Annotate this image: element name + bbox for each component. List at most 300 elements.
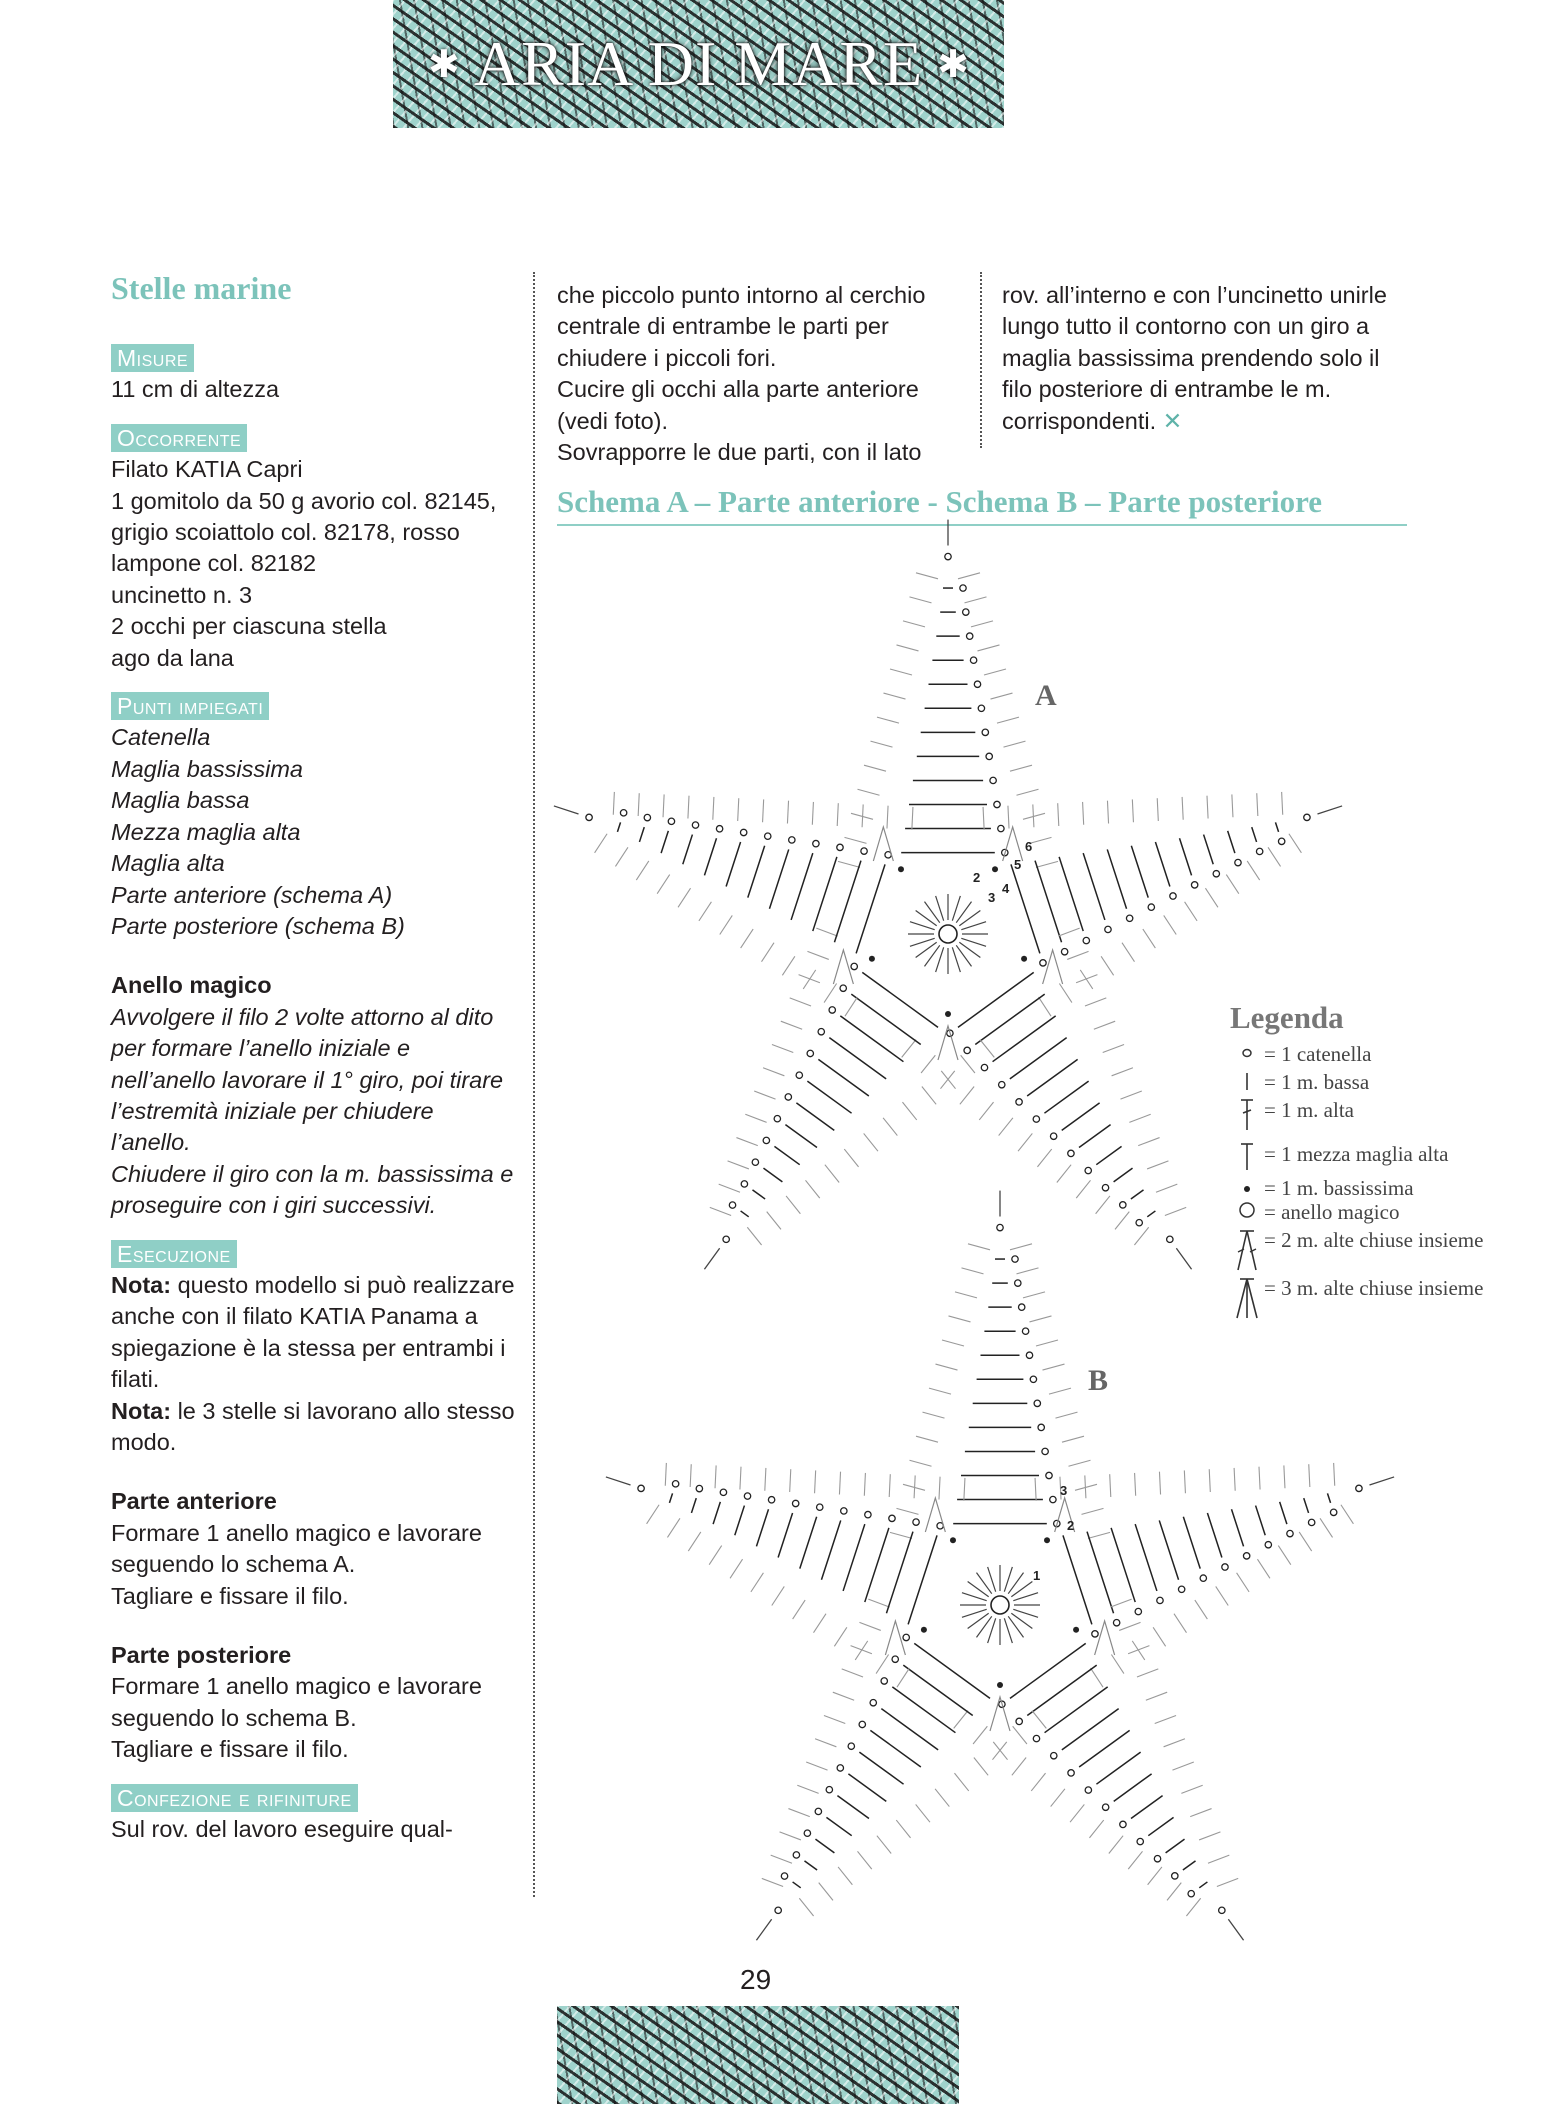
round-number: 1 <box>1033 1568 1041 1583</box>
legend-item <box>1230 1098 1510 1132</box>
chain-icon <box>1278 838 1284 844</box>
stitch-mark <box>952 947 960 972</box>
edge-stitch <box>745 1114 766 1122</box>
stitch-mark <box>1317 806 1342 814</box>
slip-stitch-icon <box>1044 1537 1050 1543</box>
chain-icon <box>1019 1304 1025 1310</box>
edge-stitch <box>754 1091 775 1099</box>
edge-stitch <box>897 1668 910 1687</box>
stitch-mark <box>856 864 885 953</box>
chain-icon <box>892 1656 898 1662</box>
edge-stitch <box>1076 1180 1090 1198</box>
legend-text: = 1 m. bassa <box>1264 1070 1370 1094</box>
chain-icon <box>859 1721 865 1727</box>
magic-ring-icon <box>1230 1200 1264 1220</box>
stitch-mark <box>862 972 938 1027</box>
edge-stitch <box>922 1087 936 1105</box>
edge-stitch <box>1013 1726 1027 1744</box>
edge-stitch <box>936 1364 958 1370</box>
dc3tog-icon <box>1230 1276 1264 1320</box>
edge-stitch <box>657 875 670 894</box>
stitch-mark <box>1183 1517 1200 1569</box>
edge-stitch <box>665 1463 666 1486</box>
chain-icon <box>1154 1856 1160 1862</box>
chain-icon <box>903 1634 909 1640</box>
stitch-mark <box>914 1643 990 1698</box>
edge-stitch <box>857 1851 871 1869</box>
chain-icon <box>804 1830 810 1836</box>
anteriore-text: Formare 1 anello magico e lavorare seguendo lo schema A. <box>111 1519 482 1578</box>
stitch-mark <box>713 1502 720 1524</box>
edge-stitch <box>859 1622 880 1630</box>
edge-stitch <box>1143 929 1156 948</box>
edge-stitch <box>767 1212 781 1230</box>
stitch-mark <box>763 1168 782 1182</box>
chain-icon <box>692 822 698 828</box>
legend-text: = 1 m. bassissima <box>1264 1176 1414 1200</box>
edge-stitch <box>1309 1464 1310 1487</box>
stitch-mark <box>756 1919 771 1940</box>
chain-icon <box>807 1050 813 1056</box>
stitch-mark <box>735 1506 745 1536</box>
edge-stitch <box>1017 1268 1039 1274</box>
edge-stitch <box>838 861 860 867</box>
chain-icon <box>990 777 996 783</box>
stitch-mark <box>683 835 693 865</box>
occorrente-line: Filato KATIA Capri <box>111 456 303 483</box>
stitch-mark <box>793 1882 801 1888</box>
stitch-mark <box>1062 1103 1100 1131</box>
stitch-mark <box>726 842 740 887</box>
edge-stitch <box>1128 1646 1149 1654</box>
edge-stitch <box>763 799 764 822</box>
stitch-mark <box>1079 1730 1129 1767</box>
stitch-mark <box>617 822 620 832</box>
punti-line: Mezza maglia alta <box>111 818 301 845</box>
chain-icon <box>774 1116 780 1122</box>
chain-icon <box>1042 1448 1048 1454</box>
chain-icon <box>963 609 969 615</box>
chain-icon <box>752 1159 758 1165</box>
edge-stitch <box>667 1518 680 1537</box>
edge-stitch <box>1232 794 1233 817</box>
stitch-mark <box>956 902 971 923</box>
chain-icon <box>740 829 746 835</box>
edge-stitch <box>838 1867 852 1885</box>
legend-text: = anello magico <box>1264 1200 1400 1224</box>
punti-line: Catenella <box>111 724 211 751</box>
stitch-mark <box>1087 1532 1114 1614</box>
stitch-mark <box>843 1524 865 1591</box>
edge-stitch <box>855 1641 868 1660</box>
chain-icon <box>945 553 951 559</box>
article-title: Stelle marine <box>111 270 292 306</box>
stitch-mark <box>813 857 837 931</box>
round-number: 3 <box>1060 1483 1068 1498</box>
edge-stitch <box>730 1559 743 1578</box>
edge-stitch <box>803 970 816 989</box>
edge-stitch <box>1208 1855 1229 1863</box>
edge-stitch <box>1182 797 1183 820</box>
chain-icon <box>837 1765 843 1771</box>
stitch-mark <box>993 1016 1056 1062</box>
chain-icon <box>1040 960 1046 966</box>
edge-stitch <box>1058 803 1059 826</box>
stitch-mark <box>916 910 937 925</box>
stitch-mark <box>1044 1081 1088 1113</box>
chain-icon <box>817 1504 823 1510</box>
stitch-mark <box>821 1520 840 1579</box>
stitch-mark <box>1228 1919 1243 1940</box>
stitch-mark <box>1079 1125 1111 1148</box>
chain-icon <box>1061 949 1067 955</box>
stitch-mark <box>1232 1509 1244 1546</box>
edge-stitch <box>786 1196 800 1214</box>
half-double-icon <box>1230 1142 1264 1172</box>
edge-stitch <box>964 1478 965 1501</box>
edge-stitch <box>887 806 888 829</box>
chain-icon <box>982 729 988 735</box>
chain-icon <box>668 818 674 824</box>
anello-text: Avvolgere il filo 2 volte attorno al dito per formare l’anello iniziale e nell’anello lavorare il 1° giro, poi tirare l’estremità iniziale per chiudere l’anello. <box>111 1003 504 1156</box>
stitch-mark <box>1004 1618 1012 1643</box>
edge-stitch <box>914 1475 915 1498</box>
stitch-mark <box>959 910 980 925</box>
footer-banner <box>557 2006 959 2104</box>
col2-text: che piccolo punto intorno al cerchio centrale di entrambe le parti per chiudere i piccoli fori. <box>557 282 926 371</box>
chain-icon <box>981 1064 987 1070</box>
chain-icon <box>1235 859 1241 865</box>
chain-icon <box>1172 1873 1178 1879</box>
chain-icon <box>994 801 1000 807</box>
slip-stitch-icon <box>992 866 998 872</box>
edge-stitch <box>825 1165 839 1183</box>
edge-stitch <box>1132 1641 1145 1660</box>
edge-stitch <box>1207 796 1208 819</box>
chain-icon <box>720 1489 726 1495</box>
edge-stitch <box>1111 1654 1124 1673</box>
stitch-mark <box>704 838 716 875</box>
edge-stitch <box>1289 834 1302 853</box>
edge-stitch <box>790 1469 791 1492</box>
edge-stitch <box>647 1505 660 1524</box>
edge-stitch <box>935 1789 949 1807</box>
edge-stitch <box>638 793 639 816</box>
stitch-mark <box>1114 1774 1152 1802</box>
stitch-mark <box>1256 1506 1266 1536</box>
edge-stitch <box>819 1883 833 1901</box>
edge-stitch <box>1018 1133 1032 1151</box>
edge-stitch <box>1103 1044 1124 1052</box>
chain-icon <box>837 844 843 850</box>
edge-stitch <box>1134 1227 1148 1245</box>
edge-stitch <box>896 1820 910 1838</box>
edge-stitch <box>858 789 880 795</box>
stitch-mark <box>975 994 1044 1044</box>
legend-item <box>1230 1042 1510 1066</box>
edge-stitch <box>1083 802 1084 825</box>
edge-stitch <box>910 597 932 603</box>
edge-stitch <box>942 1340 964 1346</box>
edge-stitch <box>815 1470 816 1493</box>
chain-icon <box>818 1029 824 1035</box>
stitch-mark <box>892 1687 955 1733</box>
stitch-mark <box>1096 1752 1140 1784</box>
stitch-mark <box>924 902 939 923</box>
stitch-mark <box>800 1517 817 1569</box>
stitch-mark <box>1045 1687 1108 1733</box>
edge-stitch <box>728 1161 749 1169</box>
edge-stitch <box>1129 1114 1150 1122</box>
edge-stitch <box>939 1477 940 1500</box>
edge-stitch <box>833 1692 854 1700</box>
edge-stitch <box>713 797 714 820</box>
anteriore-title: Parte anteriore <box>111 1488 277 1515</box>
stitch-mark <box>1107 849 1126 908</box>
chain-icon <box>889 1515 895 1521</box>
chain-icon <box>870 1700 876 1706</box>
edge-stitch <box>902 1040 916 1058</box>
stitch-mark <box>1004 1567 1012 1592</box>
chain-icon <box>1191 882 1197 888</box>
chain-icon <box>1033 1735 1039 1741</box>
chain-icon <box>1051 1753 1057 1759</box>
stitch-mark <box>1013 1609 1038 1617</box>
slip-stitch-icon <box>869 956 875 962</box>
edge-stitch <box>740 1467 741 1490</box>
edge-stitch <box>765 1468 766 1491</box>
edge-stitch <box>980 1040 994 1058</box>
edge-stitch <box>1320 1518 1333 1537</box>
edge-stitch <box>790 998 811 1006</box>
edge-stitch <box>799 1898 813 1916</box>
edge-stitch <box>1157 798 1158 821</box>
edge-stitch <box>1036 1340 1058 1346</box>
edge-stitch <box>1107 801 1108 824</box>
edge-stitch <box>876 1654 889 1673</box>
edge-stitch <box>903 621 925 627</box>
edge-stitch <box>709 1546 722 1565</box>
diagram-label-b: B <box>1088 1364 1109 1397</box>
edge-stitch <box>978 645 1000 651</box>
stitch-mark <box>936 896 944 921</box>
edge-stitch <box>960 1087 974 1105</box>
chain-icon <box>986 753 992 759</box>
edge-stitch <box>1217 1878 1238 1886</box>
edge-stitch <box>1164 1739 1185 1747</box>
edge-stitch <box>890 1532 912 1538</box>
stitch-mark <box>669 1493 672 1503</box>
chain-icon <box>1230 1042 1264 1062</box>
edge-stitch <box>993 1742 1007 1760</box>
edge-stitch <box>814 1614 827 1633</box>
edge-stitch <box>678 888 691 907</box>
round-number: 2 <box>973 870 981 885</box>
round-number: 4 <box>1002 881 1010 896</box>
edge-stitch <box>1247 861 1260 880</box>
chain-icon <box>964 1047 970 1053</box>
edge-stitch <box>1023 1292 1045 1298</box>
chain-icon <box>1068 1150 1074 1156</box>
edge-stitch <box>1062 1436 1084 1442</box>
edge-stitch <box>615 847 628 866</box>
edge-stitch <box>1341 1505 1354 1524</box>
chain-icon <box>974 681 980 687</box>
edge-stitch <box>1282 792 1283 815</box>
edge-stitch <box>824 1715 845 1723</box>
edge-stitch <box>1085 998 1106 1006</box>
edge-stitch <box>1101 956 1114 975</box>
edge-stitch <box>1122 943 1135 962</box>
chain-icon <box>1256 848 1262 854</box>
round-number: 5 <box>1014 857 1022 872</box>
edge-stitch <box>1195 1600 1208 1619</box>
edge-stitch <box>1278 1546 1291 1565</box>
edge-stitch <box>1030 1316 1052 1322</box>
edge-stitch <box>812 802 813 825</box>
stitch-mark <box>834 861 861 943</box>
single-crochet-icon <box>1230 1070 1264 1092</box>
slip-stitch-icon <box>1021 956 1027 962</box>
edge-stitch <box>877 1836 891 1854</box>
stitch-mark <box>968 1581 989 1596</box>
edge-stitch <box>961 1055 975 1073</box>
chain-icon <box>1085 1167 1091 1173</box>
stitch-mark <box>815 1839 834 1853</box>
edge-stitch <box>954 1711 968 1729</box>
chain-icon <box>1083 937 1089 943</box>
chain-icon <box>826 1787 832 1793</box>
edge-stitch <box>1056 1412 1078 1418</box>
stitch-mark <box>1027 1665 1096 1715</box>
chain-icon <box>1219 1907 1225 1913</box>
punti-line: Maglia bassissima <box>111 755 303 782</box>
edge-stitch <box>851 1646 872 1654</box>
chain-icon <box>999 1082 1005 1088</box>
stitch-mark <box>859 1752 903 1784</box>
edge-stitch <box>1032 1711 1046 1729</box>
edge-stitch <box>1268 847 1281 866</box>
edge-stitch <box>1205 888 1218 907</box>
chain-icon <box>913 1519 919 1525</box>
stitch-mark <box>916 942 937 957</box>
stitch-mark <box>1027 1059 1077 1096</box>
stitch-mark <box>1183 1861 1196 1870</box>
stitch-mark <box>840 1016 903 1062</box>
stitch-mark <box>1008 1573 1023 1594</box>
edge-stitch <box>1036 861 1058 867</box>
section-misure: Misure <box>111 344 194 372</box>
edge-stitch <box>974 1758 988 1776</box>
stitch-mark <box>691 1498 696 1513</box>
chain-icon <box>1126 915 1132 921</box>
chain-icon <box>840 985 846 991</box>
stitch-mark <box>1304 1498 1309 1513</box>
occorrente-line: 1 gomitolo da 50 g avorio col. 82145, grigio scoiattolo col. 82178, rosso lampone col. 82182 <box>111 487 497 577</box>
round-number: 6 <box>1025 839 1033 854</box>
edge-stitch <box>1059 983 1072 1002</box>
stitch-mark <box>1135 1524 1157 1591</box>
edge-stitch <box>1167 1883 1181 1901</box>
edge-stitch <box>845 997 858 1016</box>
stitch-mark <box>962 1609 987 1617</box>
edge-stitch <box>747 1227 761 1245</box>
page-number: 29 <box>740 1964 772 1995</box>
edge-stitch <box>1120 1091 1141 1099</box>
edge-stitch <box>1172 1762 1193 1770</box>
chain-icon <box>865 1511 871 1517</box>
stitch-mark <box>1010 1643 1086 1698</box>
chain-icon <box>796 1072 802 1078</box>
stitch-mark <box>924 945 939 966</box>
edge-stitch <box>1031 1773 1045 1791</box>
chain-icon <box>1265 1542 1271 1548</box>
chain-icon <box>1102 1185 1108 1191</box>
edge-stitch <box>781 1021 802 1029</box>
chain-icon <box>1012 1256 1018 1262</box>
edge-stitch <box>1199 1832 1220 1840</box>
stitch-mark <box>741 1211 749 1217</box>
edge-stitch <box>797 1785 818 1793</box>
legend-text: = 2 m. alte chiuse insieme <box>1264 1228 1484 1252</box>
chain-icon <box>741 1181 747 1187</box>
stitch-mark <box>865 1528 889 1602</box>
nota-text: questo modello si può realizzare anche con il filato KATIA Panama a spiegazione è la stessa per entrambi i filati. <box>111 1271 515 1393</box>
chain-icon <box>1050 1496 1056 1502</box>
edge-stitch <box>1080 970 1093 989</box>
edge-stitch <box>762 943 775 962</box>
stitch-mark <box>961 922 986 930</box>
legend-item <box>1230 1142 1510 1172</box>
double-crochet-icon <box>1230 1098 1264 1132</box>
edge-stitch <box>787 801 788 824</box>
edge-stitch <box>864 765 886 771</box>
edge-stitch <box>720 915 733 934</box>
edge-stitch <box>884 693 906 699</box>
edge-stitch <box>958 573 980 579</box>
edge-stitch <box>782 956 795 975</box>
stitch-mark <box>752 1190 765 1199</box>
confezione-text: Sul rov. del lavoro eseguire qual- <box>111 1816 453 1843</box>
chain-icon <box>967 633 973 639</box>
edge-stitch <box>690 1464 691 1487</box>
stitch-mark <box>1008 1616 1023 1637</box>
edge-stitch <box>1043 1364 1065 1370</box>
chain-icon <box>970 657 976 663</box>
edge-stitch <box>1109 1836 1123 1854</box>
edge-stitch <box>971 621 993 627</box>
edge-stitch <box>1257 793 1258 816</box>
col3-body: rov. all’interno e con l’uncinetto unirle lungo tutto il contorno con un giro a maglia bassissima prendendo solo il filo posteriore di entrambe le m. corrispondenti. <box>1002 282 1387 434</box>
chain-icon <box>1170 893 1176 899</box>
stitch-mark <box>606 1477 631 1485</box>
edge-stitch <box>871 741 893 747</box>
stitch-mark <box>886 1532 913 1614</box>
edge-stitch <box>991 693 1013 699</box>
stitch-mark <box>785 1125 817 1148</box>
edge-stitch <box>1226 875 1239 894</box>
edge-stitch <box>762 1878 783 1886</box>
edge-stitch <box>983 807 984 830</box>
stitch-mark <box>976 1573 991 1594</box>
legend-item <box>1230 1200 1510 1224</box>
stitch-mark <box>903 1665 972 1715</box>
stitch-mark <box>1148 1817 1173 1835</box>
chain-icon <box>978 705 984 711</box>
chain-icon <box>696 1485 702 1491</box>
edge-stitch <box>763 1068 784 1076</box>
edge-stitch <box>968 1244 990 1250</box>
